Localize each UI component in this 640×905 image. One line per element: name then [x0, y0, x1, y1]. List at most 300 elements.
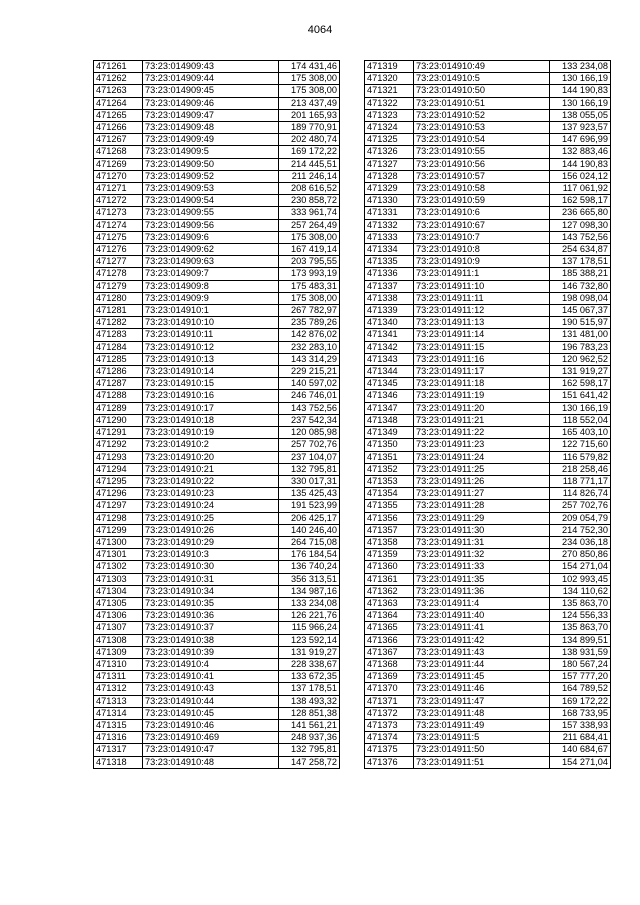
value-cell: 237 542,34	[279, 414, 340, 426]
table-row	[94, 610, 340, 622]
value-cell: 143 752,56	[550, 231, 611, 243]
table-row	[365, 280, 611, 292]
row-number-cell: 471263	[94, 85, 143, 97]
row-number-cell: 471304	[94, 585, 143, 597]
cadastral-number-cell: 73:23:014910:58	[414, 183, 550, 195]
cadastral-number-cell: 73:23:014910:16	[143, 390, 279, 402]
table-row	[94, 427, 340, 439]
cadastral-number-cell: 73:23:014910:13	[143, 353, 279, 365]
cadastral-number-cell: 73:23:014909:55	[143, 207, 279, 219]
value-cell: 120 085,98	[279, 427, 340, 439]
table-row	[365, 573, 611, 585]
table-row	[365, 134, 611, 146]
cadastral-number-cell: 73:23:014911:48	[414, 707, 550, 719]
value-cell: 162 598,17	[550, 195, 611, 207]
cadastral-number-cell: 73:23:014910:48	[143, 756, 279, 768]
cadastral-number-cell: 73:23:014909:63	[143, 256, 279, 268]
value-cell: 157 338,93	[550, 719, 611, 731]
cadastral-number-cell: 73:23:014911:4	[414, 597, 550, 609]
row-number-cell: 471374	[365, 732, 414, 744]
cadastral-number-cell: 73:23:014910:15	[143, 378, 279, 390]
table-row	[365, 756, 611, 768]
cadastral-number-cell: 73:23:014910:7	[414, 231, 550, 243]
value-cell: 128 851,38	[279, 707, 340, 719]
table-row	[94, 292, 340, 304]
table-row	[94, 744, 340, 756]
value-cell: 196 783,23	[550, 341, 611, 353]
value-cell: 230 858,72	[279, 195, 340, 207]
value-cell: 257 702,76	[279, 439, 340, 451]
row-number-cell: 471276	[94, 244, 143, 256]
value-cell: 124 556,33	[550, 610, 611, 622]
table-row	[365, 305, 611, 317]
row-number-cell: 471354	[365, 488, 414, 500]
table-row	[94, 134, 340, 146]
cadastral-number-cell: 73:23:014910:1	[143, 305, 279, 317]
table-row	[365, 268, 611, 280]
row-number-cell: 471344	[365, 366, 414, 378]
value-cell: 246 746,01	[279, 390, 340, 402]
value-cell: 330 017,31	[279, 475, 340, 487]
row-number-cell: 471340	[365, 317, 414, 329]
table-row	[94, 646, 340, 658]
row-number-cell: 471291	[94, 427, 143, 439]
cadastral-number-cell: 73:23:014910:39	[143, 646, 279, 658]
row-number-cell: 471274	[94, 219, 143, 231]
value-cell: 211 246,14	[279, 170, 340, 182]
cadastral-number-cell: 73:23:014909:8	[143, 280, 279, 292]
table-row	[94, 256, 340, 268]
value-cell: 234 036,18	[550, 536, 611, 548]
row-number-cell: 471308	[94, 634, 143, 646]
row-number-cell: 471310	[94, 658, 143, 670]
table-row	[365, 292, 611, 304]
value-cell: 138 493,32	[279, 695, 340, 707]
value-cell: 151 641,42	[550, 390, 611, 402]
cadastral-number-cell: 73:23:014911:33	[414, 561, 550, 573]
cadastral-number-cell: 73:23:014911:5	[414, 732, 550, 744]
value-cell: 164 789,52	[550, 683, 611, 695]
table-row	[365, 97, 611, 109]
table-row	[365, 366, 611, 378]
row-number-cell: 471272	[94, 195, 143, 207]
cadastral-number-cell: 73:23:014911:17	[414, 366, 550, 378]
table-row	[94, 732, 340, 744]
table-row	[365, 427, 611, 439]
table-row	[365, 183, 611, 195]
table-row	[94, 512, 340, 524]
value-cell: 211 684,41	[550, 732, 611, 744]
table-row	[365, 512, 611, 524]
value-cell: 102 993,45	[550, 573, 611, 585]
row-number-cell: 471295	[94, 475, 143, 487]
table-row	[94, 414, 340, 426]
table-row	[94, 683, 340, 695]
table-row	[94, 622, 340, 634]
value-cell: 122 715,60	[550, 439, 611, 451]
value-cell: 208 616,52	[279, 183, 340, 195]
row-number-cell: 471313	[94, 695, 143, 707]
row-number-cell: 471359	[365, 549, 414, 561]
row-number-cell: 471328	[365, 170, 414, 182]
table-row	[365, 646, 611, 658]
cadastral-number-cell: 73:23:014911:16	[414, 353, 550, 365]
value-cell: 229 215,21	[279, 366, 340, 378]
value-cell: 137 923,57	[550, 122, 611, 134]
value-cell: 117 061,92	[550, 183, 611, 195]
cadastral-number-cell: 73:23:014911:28	[414, 500, 550, 512]
cadastral-number-cell: 73:23:014909:56	[143, 219, 279, 231]
cadastral-number-cell: 73:23:014910:52	[414, 109, 550, 121]
row-number-cell: 471262	[94, 73, 143, 85]
value-cell: 154 271,04	[550, 561, 611, 573]
row-number-cell: 471280	[94, 292, 143, 304]
row-number-cell: 471297	[94, 500, 143, 512]
value-cell: 135 863,70	[550, 622, 611, 634]
value-cell: 236 665,80	[550, 207, 611, 219]
value-cell: 137 178,51	[279, 683, 340, 695]
value-cell: 198 098,04	[550, 292, 611, 304]
cadastral-number-cell: 73:23:014910:51	[414, 97, 550, 109]
value-cell: 133 672,35	[279, 671, 340, 683]
cadastral-number-cell: 73:23:014909:6	[143, 231, 279, 243]
value-cell: 235 789,26	[279, 317, 340, 329]
cadastral-number-cell: 73:23:014910:25	[143, 512, 279, 524]
cadastral-number-cell: 73:23:014911:46	[414, 683, 550, 695]
value-cell: 132 883,46	[550, 146, 611, 158]
table-row	[365, 378, 611, 390]
value-cell: 218 258,46	[550, 463, 611, 475]
table-row	[94, 280, 340, 292]
table-row	[94, 170, 340, 182]
table-row	[365, 122, 611, 134]
table-row	[365, 671, 611, 683]
cadastral-number-cell: 73:23:014911:45	[414, 671, 550, 683]
value-cell: 180 567,24	[550, 658, 611, 670]
cadastral-number-cell: 73:23:014910:34	[143, 585, 279, 597]
table-row	[365, 585, 611, 597]
cadastral-number-cell: 73:23:014909:50	[143, 158, 279, 170]
table-row	[365, 610, 611, 622]
row-number-cell: 471347	[365, 402, 414, 414]
value-cell: 143 314,29	[279, 353, 340, 365]
table-row	[365, 683, 611, 695]
row-number-cell: 471296	[94, 488, 143, 500]
table-row	[94, 390, 340, 402]
value-cell: 131 919,27	[550, 366, 611, 378]
value-cell: 175 308,00	[279, 73, 340, 85]
row-number-cell: 471283	[94, 329, 143, 341]
row-number-cell: 471364	[365, 610, 414, 622]
row-number-cell: 471371	[365, 695, 414, 707]
row-number-cell: 471337	[365, 280, 414, 292]
table-row	[365, 158, 611, 170]
table-row	[94, 597, 340, 609]
value-cell: 201 165,93	[279, 109, 340, 121]
value-cell: 130 166,19	[550, 402, 611, 414]
row-number-cell: 471357	[365, 524, 414, 536]
cadastral-number-cell: 73:23:014910:46	[143, 719, 279, 731]
row-number-cell: 471352	[365, 463, 414, 475]
value-cell: 167 419,14	[279, 244, 340, 256]
row-number-cell: 471326	[365, 146, 414, 158]
cadastral-number-cell: 73:23:014910:23	[143, 488, 279, 500]
table-row	[94, 207, 340, 219]
cadastral-number-cell: 73:23:014911:42	[414, 634, 550, 646]
row-number-cell: 471365	[365, 622, 414, 634]
cadastral-number-cell: 73:23:014910:19	[143, 427, 279, 439]
cadastral-number-cell: 73:23:014911:27	[414, 488, 550, 500]
table-row	[365, 244, 611, 256]
cadastral-number-cell: 73:23:014910:20	[143, 451, 279, 463]
value-cell: 133 234,08	[279, 597, 340, 609]
cadastral-number-cell: 73:23:014910:41	[143, 671, 279, 683]
row-number-cell: 471316	[94, 732, 143, 744]
value-cell: 257 702,76	[550, 500, 611, 512]
cadastral-number-cell: 73:23:014911:15	[414, 341, 550, 353]
table-row	[94, 341, 340, 353]
value-cell: 142 876,02	[279, 329, 340, 341]
table-row	[94, 756, 340, 768]
row-number-cell: 471275	[94, 231, 143, 243]
row-number-cell: 471286	[94, 366, 143, 378]
registry-table-left-body	[94, 61, 340, 769]
row-number-cell: 471356	[365, 512, 414, 524]
cadastral-number-cell: 73:23:014910:10	[143, 317, 279, 329]
value-cell: 248 937,36	[279, 732, 340, 744]
row-number-cell: 471336	[365, 268, 414, 280]
table-row	[94, 402, 340, 414]
row-number-cell: 471311	[94, 671, 143, 683]
row-number-cell: 471339	[365, 305, 414, 317]
cadastral-number-cell: 73:23:014910:59	[414, 195, 550, 207]
cadastral-number-cell: 73:23:014910:22	[143, 475, 279, 487]
table-row	[94, 585, 340, 597]
table-row	[365, 451, 611, 463]
cadastral-number-cell: 73:23:014910:37	[143, 622, 279, 634]
row-number-cell: 471293	[94, 451, 143, 463]
value-cell: 137 178,51	[550, 256, 611, 268]
row-number-cell: 471325	[365, 134, 414, 146]
row-number-cell: 471376	[365, 756, 414, 768]
cadastral-number-cell: 73:23:014910:12	[143, 341, 279, 353]
row-number-cell: 471319	[365, 61, 414, 73]
table-row	[365, 658, 611, 670]
table-row	[94, 475, 340, 487]
value-cell: 257 264,49	[279, 219, 340, 231]
table-row	[365, 475, 611, 487]
cadastral-number-cell: 73:23:014910:11	[143, 329, 279, 341]
row-number-cell: 471261	[94, 61, 143, 73]
value-cell: 123 592,14	[279, 634, 340, 646]
value-cell: 147 696,99	[550, 134, 611, 146]
row-number-cell: 471288	[94, 390, 143, 402]
row-number-cell: 471284	[94, 341, 143, 353]
row-number-cell: 471285	[94, 353, 143, 365]
row-number-cell: 471300	[94, 536, 143, 548]
table-row	[365, 597, 611, 609]
table-row	[94, 707, 340, 719]
row-number-cell: 471327	[365, 158, 414, 170]
registry-table-right-body	[365, 61, 611, 769]
value-cell: 356 313,51	[279, 573, 340, 585]
cadastral-number-cell: 73:23:014909:9	[143, 292, 279, 304]
table-row	[94, 378, 340, 390]
value-cell: 140 684,67	[550, 744, 611, 756]
value-cell: 254 634,87	[550, 244, 611, 256]
table-row	[94, 634, 340, 646]
cadastral-number-cell: 73:23:014910:54	[414, 134, 550, 146]
value-cell: 157 777,20	[550, 671, 611, 683]
cadastral-number-cell: 73:23:014910:6	[414, 207, 550, 219]
row-number-cell: 471348	[365, 414, 414, 426]
table-row	[94, 353, 340, 365]
value-cell: 144 190,83	[550, 158, 611, 170]
table-row	[94, 97, 340, 109]
cadastral-number-cell: 73:23:014909:5	[143, 146, 279, 158]
table-row	[94, 671, 340, 683]
row-number-cell: 471367	[365, 646, 414, 658]
row-number-cell: 471320	[365, 73, 414, 85]
value-cell: 118 552,04	[550, 414, 611, 426]
row-number-cell: 471322	[365, 97, 414, 109]
table-row	[365, 390, 611, 402]
cadastral-number-cell: 73:23:014911:49	[414, 719, 550, 731]
row-number-cell: 471299	[94, 524, 143, 536]
value-cell: 191 523,99	[279, 500, 340, 512]
table-row	[365, 719, 611, 731]
cadastral-number-cell: 73:23:014910:24	[143, 500, 279, 512]
value-cell: 135 863,70	[550, 597, 611, 609]
cadastral-number-cell: 73:23:014910:2	[143, 439, 279, 451]
cadastral-number-cell: 73:23:014911:32	[414, 549, 550, 561]
value-cell: 214 445,51	[279, 158, 340, 170]
cadastral-number-cell: 73:23:014911:24	[414, 451, 550, 463]
table-row	[94, 451, 340, 463]
cadastral-number-cell: 73:23:014911:30	[414, 524, 550, 536]
cadastral-number-cell: 73:23:014911:12	[414, 305, 550, 317]
value-cell: 140 246,40	[279, 524, 340, 536]
cadastral-number-cell: 73:23:014909:53	[143, 183, 279, 195]
value-cell: 132 795,81	[279, 744, 340, 756]
value-cell: 165 403,10	[550, 427, 611, 439]
row-number-cell: 471333	[365, 231, 414, 243]
cadastral-number-cell: 73:23:014911:21	[414, 414, 550, 426]
value-cell: 131 481,00	[550, 329, 611, 341]
cadastral-number-cell: 73:23:014910:53	[414, 122, 550, 134]
table-row	[365, 317, 611, 329]
cadastral-number-cell: 73:23:014911:25	[414, 463, 550, 475]
row-number-cell: 471343	[365, 353, 414, 365]
cadastral-number-cell: 73:23:014909:7	[143, 268, 279, 280]
row-number-cell: 471346	[365, 390, 414, 402]
table-row	[365, 695, 611, 707]
value-cell: 168 733,95	[550, 707, 611, 719]
row-number-cell: 471373	[365, 719, 414, 731]
row-number-cell: 471361	[365, 573, 414, 585]
cadastral-number-cell: 73:23:014910:47	[143, 744, 279, 756]
cadastral-number-cell: 73:23:014911:36	[414, 585, 550, 597]
value-cell: 232 283,10	[279, 341, 340, 353]
value-cell: 136 740,24	[279, 561, 340, 573]
cadastral-number-cell: 73:23:014911:43	[414, 646, 550, 658]
value-cell: 134 899,51	[550, 634, 611, 646]
row-number-cell: 471282	[94, 317, 143, 329]
value-cell: 133 234,08	[550, 61, 611, 73]
value-cell: 175 308,00	[279, 231, 340, 243]
table-row	[94, 73, 340, 85]
row-number-cell: 471303	[94, 573, 143, 585]
row-number-cell: 471305	[94, 597, 143, 609]
table-row	[94, 146, 340, 158]
table-row	[94, 366, 340, 378]
table-row	[365, 488, 611, 500]
cadastral-number-cell: 73:23:014910:35	[143, 597, 279, 609]
row-number-cell: 471309	[94, 646, 143, 658]
cadastral-number-cell: 73:23:014911:51	[414, 756, 550, 768]
table-row	[94, 561, 340, 573]
row-number-cell: 471281	[94, 305, 143, 317]
value-cell: 185 388,21	[550, 268, 611, 280]
table-row	[365, 622, 611, 634]
value-cell: 141 561,21	[279, 719, 340, 731]
row-number-cell: 471351	[365, 451, 414, 463]
cadastral-number-cell: 73:23:014911:31	[414, 536, 550, 548]
cadastral-number-cell: 73:23:014910:17	[143, 402, 279, 414]
row-number-cell: 471292	[94, 439, 143, 451]
cadastral-number-cell: 73:23:014910:18	[143, 414, 279, 426]
value-cell: 131 919,27	[279, 646, 340, 658]
table-row	[94, 439, 340, 451]
row-number-cell: 471338	[365, 292, 414, 304]
row-number-cell: 471290	[94, 414, 143, 426]
cadastral-number-cell: 73:23:014910:43	[143, 683, 279, 695]
row-number-cell: 471277	[94, 256, 143, 268]
table-row	[365, 500, 611, 512]
value-cell: 127 098,30	[550, 219, 611, 231]
cadastral-number-cell: 73:23:014909:54	[143, 195, 279, 207]
cadastral-number-cell: 73:23:014909:43	[143, 61, 279, 73]
row-number-cell: 471369	[365, 671, 414, 683]
value-cell: 169 172,22	[550, 695, 611, 707]
cadastral-number-cell: 73:23:014910:44	[143, 695, 279, 707]
table-row	[365, 256, 611, 268]
value-cell: 130 166,19	[550, 73, 611, 85]
cadastral-number-cell: 73:23:014910:31	[143, 573, 279, 585]
table-row	[365, 744, 611, 756]
table-row	[94, 268, 340, 280]
row-number-cell: 471321	[365, 85, 414, 97]
cadastral-number-cell: 73:23:014910:50	[414, 85, 550, 97]
value-cell: 173 993,19	[279, 268, 340, 280]
row-number-cell: 471375	[365, 744, 414, 756]
table-row	[94, 109, 340, 121]
row-number-cell: 471355	[365, 500, 414, 512]
row-number-cell: 471362	[365, 585, 414, 597]
value-cell: 202 480,74	[279, 134, 340, 146]
table-row	[94, 719, 340, 731]
table-row	[365, 170, 611, 182]
value-cell: 228 338,67	[279, 658, 340, 670]
table-row	[365, 634, 611, 646]
row-number-cell: 471353	[365, 475, 414, 487]
table-row	[365, 402, 611, 414]
row-number-cell: 471372	[365, 707, 414, 719]
table-row	[365, 439, 611, 451]
registry-table-left	[93, 60, 340, 769]
table-row	[365, 561, 611, 573]
value-cell: 134 110,62	[550, 585, 611, 597]
